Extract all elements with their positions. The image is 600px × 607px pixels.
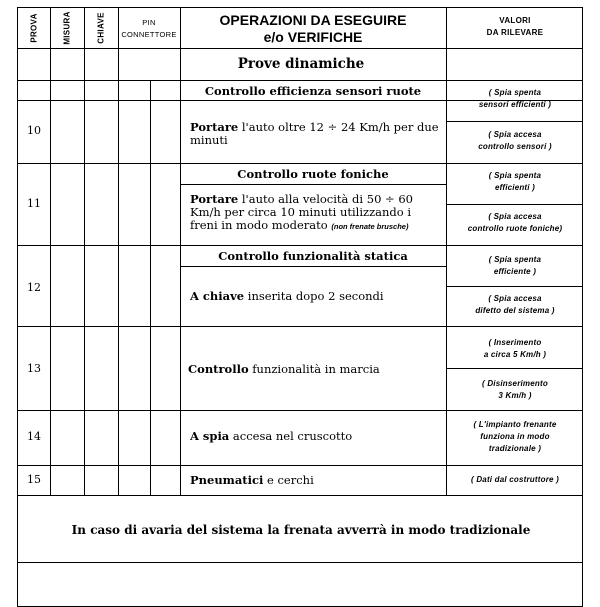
row-value — [446, 474, 583, 486]
divider — [446, 8, 447, 80]
divider — [18, 245, 583, 246]
divider — [18, 562, 583, 563]
operation-text: accesa nel cruscotto — [229, 429, 353, 443]
row-subtitle: Controllo efficienza sensori ruote — [204, 84, 422, 98]
operation-keyword: Portare — [190, 120, 239, 134]
divider — [180, 184, 446, 185]
header-operazioni-line2: e/o VERIFICHE — [263, 29, 363, 45]
value-line: ( Spia spenta — [488, 255, 542, 264]
divider — [150, 80, 151, 495]
value-line: ( Inserimento — [488, 338, 542, 347]
operation-keyword: A chiave — [190, 289, 245, 303]
divider — [18, 495, 583, 496]
test-procedure-table — [17, 7, 583, 607]
divider — [18, 410, 583, 411]
divider — [180, 8, 181, 80]
footer-note: In caso di avaria del sistema la frenata avverrà in modo tradizionale — [71, 523, 531, 537]
operation-text: inserita dopo 2 secondi — [244, 289, 384, 303]
divider — [18, 80, 583, 81]
value-line: controllo sensori ) — [478, 142, 552, 151]
header-pin-connettore — [118, 8, 180, 48]
row-value — [446, 211, 583, 235]
value-line: ( Dati dal costruttore ) — [471, 475, 559, 484]
row-value — [446, 254, 583, 278]
divider — [84, 80, 85, 495]
header-pin-line2: CONNETTORE — [121, 30, 177, 39]
value-line: efficienti ) — [494, 183, 536, 192]
divider — [446, 286, 583, 287]
value-line: controllo ruote foniche) — [467, 224, 563, 233]
row-number: 13 — [27, 362, 41, 375]
divider — [180, 80, 181, 495]
divider — [446, 204, 583, 205]
value-line: efficiente ) — [493, 267, 537, 276]
value-line: ( Spia accesa — [488, 294, 542, 303]
divider — [180, 266, 446, 267]
operation-text: l'auto alla velocità di 50 ÷ 60 Km/h per circa 10 minuti utilizzando i freni in modo moderato — [190, 192, 413, 232]
value-line: a circa 5 Km/h ) — [483, 350, 547, 359]
row-number: 11 — [27, 197, 41, 210]
value-line: ( Spia accesa — [488, 212, 542, 221]
row-number: 14 — [27, 430, 41, 443]
operation-keyword: Pneumatici — [190, 473, 264, 487]
value-line: ( Spia accesa — [488, 130, 542, 139]
value-line: tradizionale ) — [488, 444, 542, 453]
value-line: 3 Km/h ) — [498, 391, 532, 400]
header-operazioni — [180, 8, 446, 48]
section-title: Prove dinamiche — [237, 56, 365, 72]
value-line: difetto del sistema ) — [475, 306, 555, 315]
row-operation — [190, 474, 440, 487]
row-number: 12 — [27, 281, 41, 294]
row-operation — [190, 193, 440, 233]
value-line: ( Spia spenta — [488, 171, 542, 180]
divider — [18, 326, 583, 327]
row-operation — [190, 121, 440, 147]
divider — [84, 8, 85, 80]
value-line: ( Spia spenta — [488, 88, 542, 97]
header-prova: PROVA — [29, 13, 39, 43]
header-chiave: CHIAVE — [96, 12, 106, 44]
row-value — [446, 378, 583, 402]
header-pin-line1: PIN — [142, 18, 156, 27]
row-subtitle: Controllo funzionalità statica — [218, 249, 408, 263]
value-line: funziona in modo — [480, 432, 550, 441]
row-number: 10 — [27, 124, 41, 137]
operation-keyword: A spia — [190, 429, 230, 443]
row-value — [446, 129, 583, 153]
operation-keyword: Controllo — [188, 362, 249, 376]
row-value — [446, 170, 583, 194]
row-operation — [188, 363, 438, 376]
divider — [446, 368, 583, 369]
row-value — [446, 337, 583, 361]
operation-text: funzionalità in marcia — [248, 362, 380, 376]
value-line: ( Disinserimento — [482, 379, 548, 388]
header-valori-line2: DA RILEVARE — [486, 28, 544, 37]
row-value — [446, 293, 583, 317]
row-value — [446, 419, 583, 455]
divider — [446, 121, 583, 122]
operation-text: e cerchi — [263, 473, 314, 487]
row-number: 15 — [27, 473, 41, 486]
row-operation — [190, 430, 440, 443]
divider — [18, 163, 583, 164]
value-line: ( L'impianto frenante — [473, 420, 557, 429]
divider — [50, 8, 51, 80]
value-line: sensori efficienti ) — [478, 100, 552, 109]
divider — [118, 80, 119, 495]
operation-text: l'auto oltre 12 ÷ 24 Km/h per due minuti — [190, 120, 439, 147]
row-value — [446, 87, 583, 111]
header-valori-line1: VALORI — [499, 16, 531, 25]
divider — [118, 8, 119, 80]
operation-note: (non frenate brusche) — [331, 222, 409, 231]
divider — [18, 465, 583, 466]
row-operation — [190, 290, 440, 303]
header-operazioni-line1: OPERAZIONI DA ESEGUIRE — [219, 12, 407, 28]
divider — [18, 48, 583, 49]
header-valori — [446, 8, 583, 48]
header-misura: MISURA — [62, 11, 72, 45]
operation-keyword: Portare — [190, 192, 239, 206]
divider — [50, 80, 51, 495]
row-subtitle: Controllo ruote foniche — [237, 167, 389, 181]
